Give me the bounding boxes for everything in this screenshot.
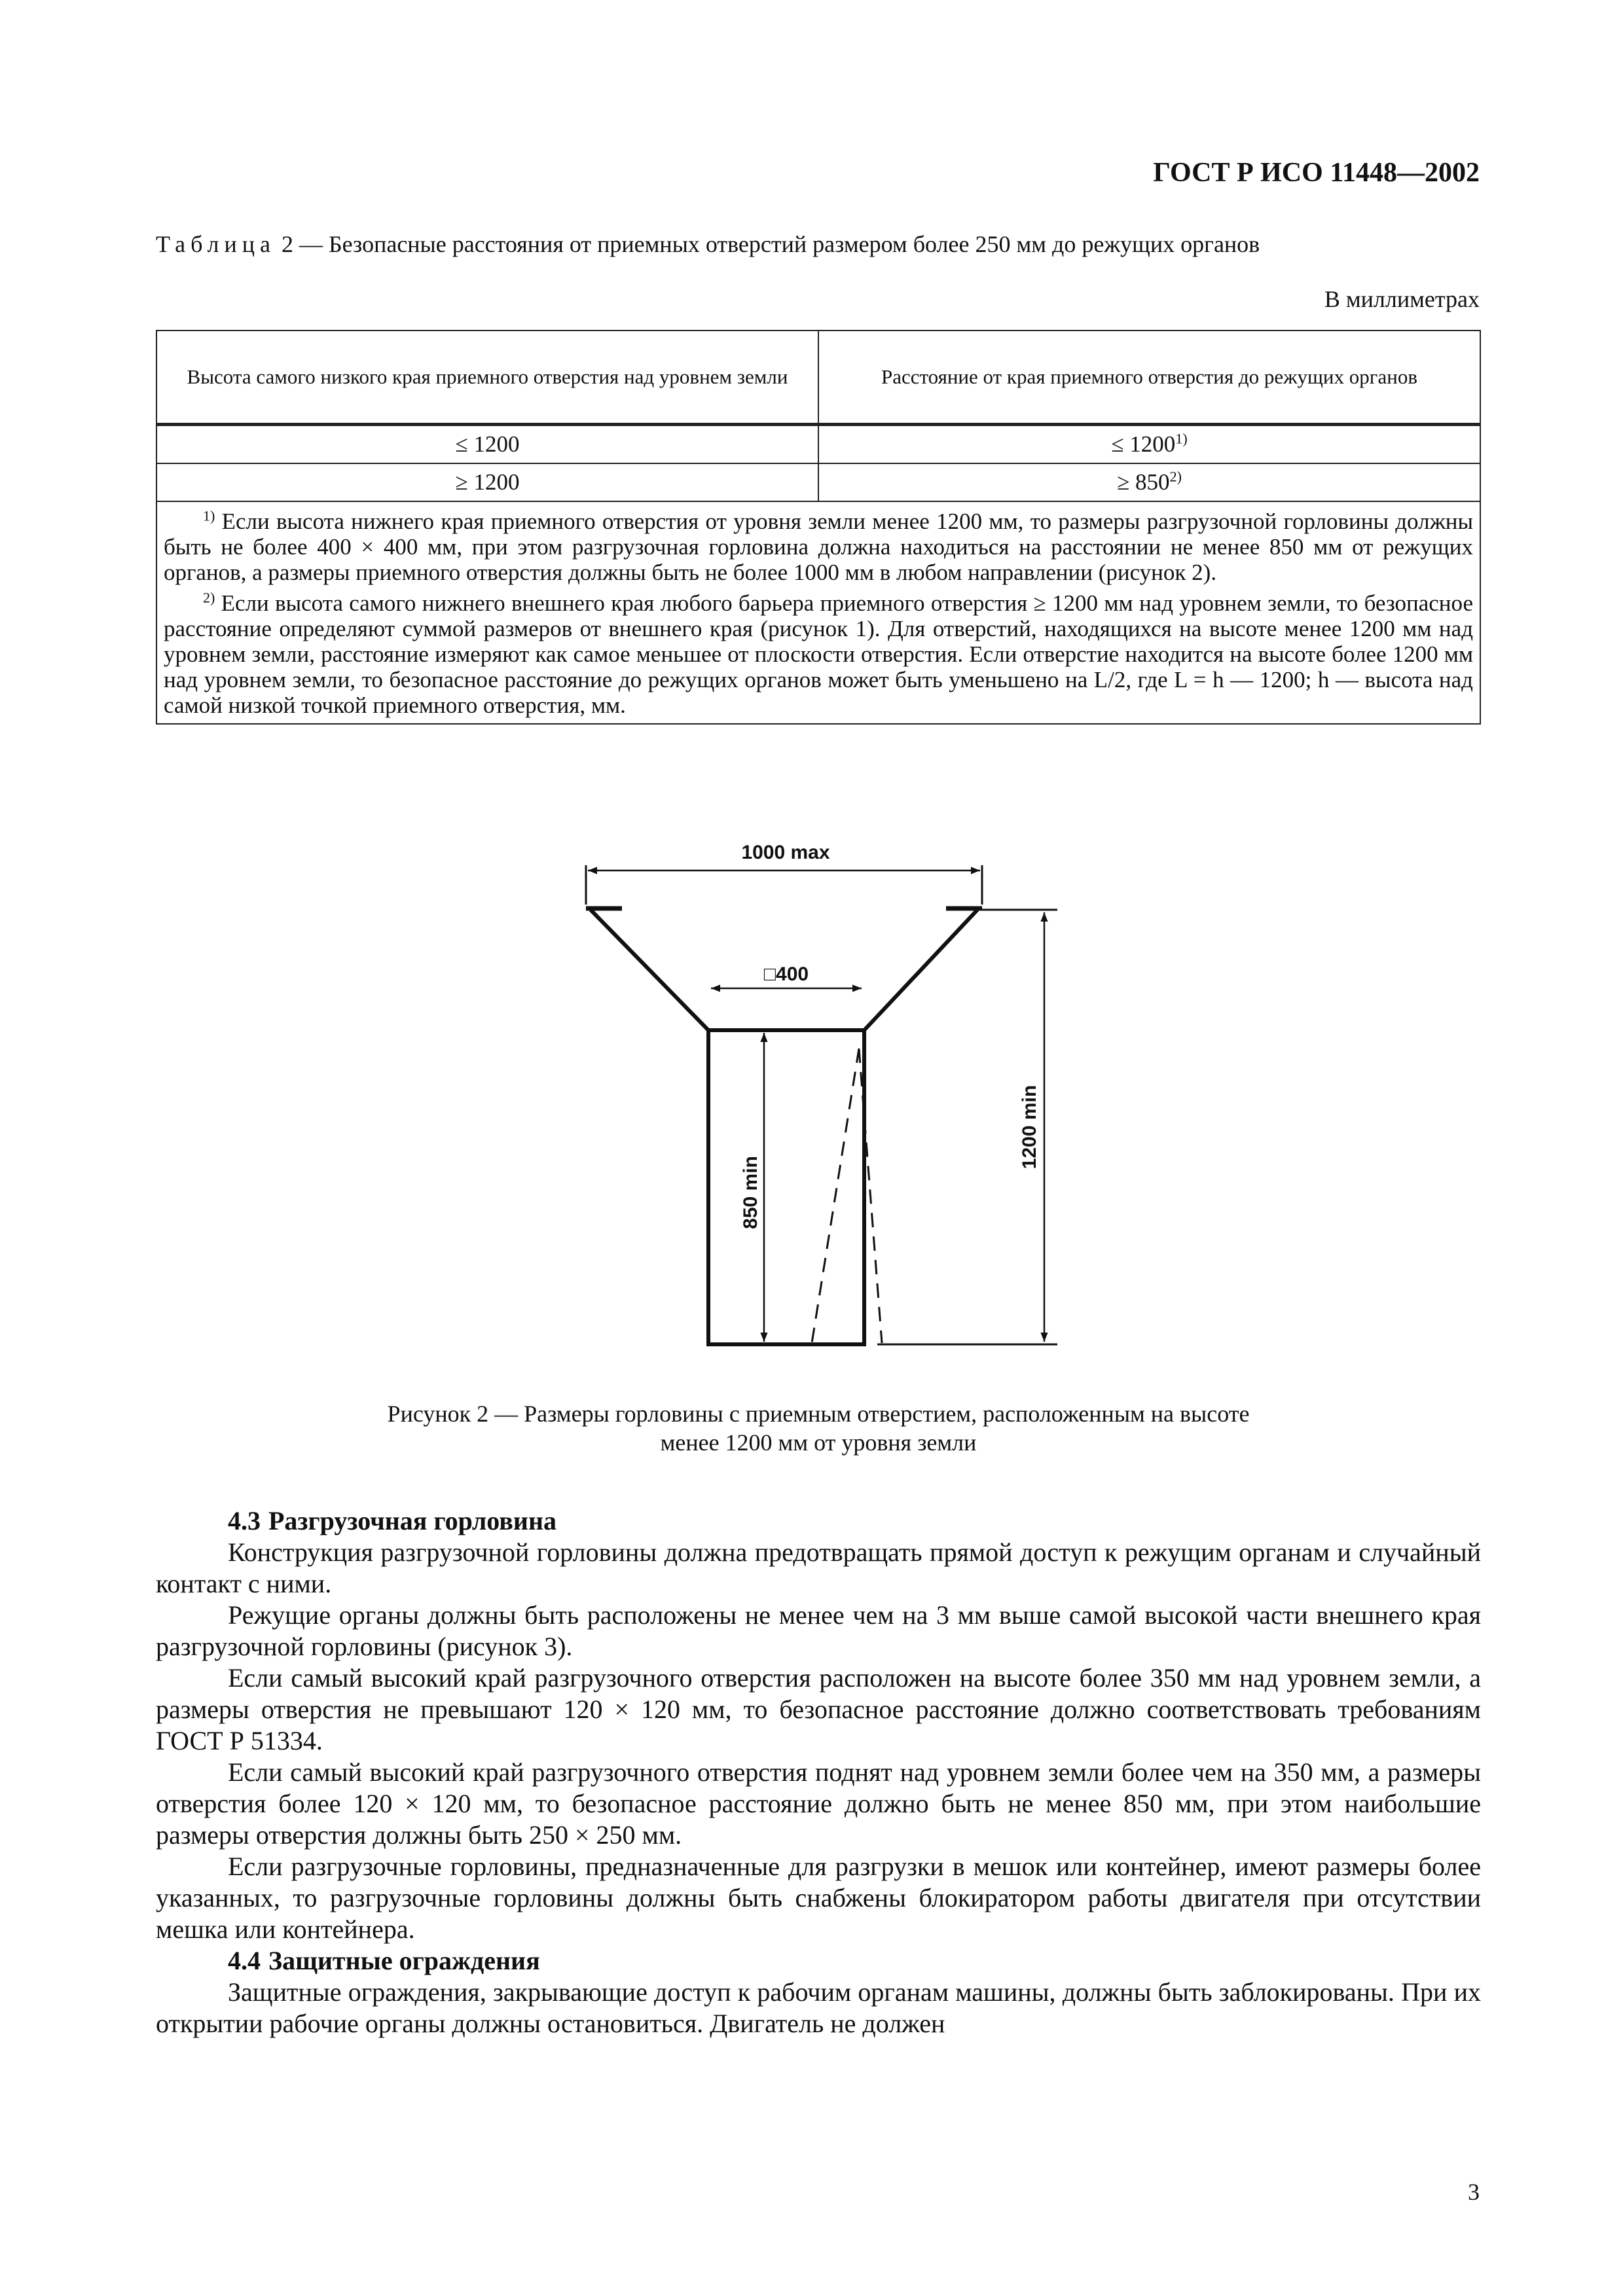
document-header: ГОСТ Р ИСО 11448—2002 — [1153, 158, 1480, 188]
label-1200-min: 1200 min — [1019, 1085, 1040, 1170]
column-header-height: Высота самого низкого края приемного отверстия над уровнем земли — [156, 331, 818, 425]
paragraph: Конструкция разгрузочной горловины должна предотвращать прямой доступ к режущим органам и случайный контакт с ними. — [156, 1537, 1481, 1598]
body-text — [156, 1505, 1481, 2039]
distance-value: ≥ 850 — [1117, 469, 1170, 495]
paragraph: Режущие органы должны быть расположены не менее чем на 3 мм выше самой высокой части внешнего края разгрузочной горловины (рисунок 3). — [156, 1600, 1481, 1661]
note-ref: 1) — [1175, 430, 1188, 447]
section-title: Защитные ограждения — [268, 1946, 540, 1975]
safety-distances-table — [156, 330, 1481, 725]
table-note — [164, 509, 1473, 585]
cell-height: ≤ 1200 — [156, 425, 818, 464]
note-text: Если высота нижнего края приемного отверстия от уровня земли менее 1200 мм, то размеры разгрузочной горловины должны быть не более 400 × 400 мм, при этом разгрузочная горловина должна находиться на расстоянии не менее 850 мм от режущих органов, а размеры приемного отверстия должны быть не более 1000 мм в любом направлении (рисунок 2). — [164, 509, 1473, 585]
table-caption-prefix: Таблица — [156, 231, 276, 257]
table-header-row — [156, 331, 1480, 425]
hopper-side-left — [591, 910, 708, 1030]
figure-caption — [156, 1399, 1481, 1457]
label-850-min: 850 min — [740, 1156, 761, 1229]
table-caption — [156, 230, 1485, 258]
paragraph: Если разгрузочные горловины, предназначенные для разгрузки в мешок или контейнер, имеют размеры более указанных, то разгрузочные горловины должны быть снабжены блокиратором работы двигателя при отсутствии мешка или контейнера. — [156, 1852, 1481, 1944]
paragraph: Если самый высокий край разгрузочного отверстия расположен на высоте более 350 мм над уровнем земли, а размеры отверстия не превышают 120 × 120 мм, то безопасное расстояние должно соответствовать требованиям ГОСТ Р 51334. — [156, 1663, 1481, 1755]
section-number: 4.3 — [228, 1506, 261, 1535]
discharge-chute — [708, 1030, 864, 1344]
table-notes-row — [156, 501, 1480, 724]
note-ref: 2) — [1169, 468, 1182, 485]
figure-caption-line1: Рисунок 2 — Размеры горловины с приемным отверстием, расположенным на высоте — [387, 1401, 1250, 1427]
label-throat-400: □400 — [763, 963, 809, 985]
cutting-zone-dash-left — [812, 1049, 859, 1343]
label-1000-max: 1000 max — [741, 842, 830, 863]
cell-distance — [818, 463, 1480, 501]
page-number: 3 — [1468, 2179, 1480, 2205]
hopper-side-right — [864, 910, 977, 1030]
cell-height: ≥ 1200 — [156, 463, 818, 501]
figure-caption-line2: менее 1200 мм от уровня земли — [660, 1429, 977, 1456]
table-row — [156, 463, 1480, 501]
note-mark: 1) — [203, 507, 215, 524]
hopper-dimension-drawing — [563, 826, 1061, 1350]
table-row — [156, 425, 1480, 464]
section-heading — [156, 1505, 1481, 1537]
distance-value: ≤ 1200 — [1111, 431, 1176, 457]
section-heading — [156, 1945, 1481, 1977]
table-units: В миллиметрах — [1324, 286, 1480, 312]
section-number: 4.4 — [228, 1946, 261, 1975]
column-header-distance: Расстояние от края приемного отверстия до режущих органов — [818, 331, 1480, 425]
paragraph: Если самый высокий край разгрузочного отверстия поднят над уровнем земли более чем на 350 мм, а размеры отверстия более 120 × 120 мм, то безопасное расстояние должно быть не менее 850 мм, при этом наибольшие размеры отверстия должны быть 250 × 250 мм. — [156, 1757, 1481, 1850]
cell-distance — [818, 425, 1480, 464]
table-notes — [156, 501, 1480, 724]
paragraph: Защитные ограждения, закрывающие доступ к рабочим органам машины, должны быть заблокированы. При их открытии рабочие органы должны остановиться. Двигатель не должен — [156, 1977, 1481, 2038]
table-note — [164, 590, 1473, 718]
table-caption-text: 2 — Безопасные расстояния от приемных отверстий размером более 250 мм до режущих органов — [275, 231, 1260, 257]
section-title: Разгрузочная горловина — [268, 1506, 556, 1535]
note-text: Если высота самого нижнего внешнего края любого барьера приемного отверстия ≥ 1200 мм над уровнем земли, то безопасное расстояние определяют суммой размеров от внешнего края (рисунок 1). Для отверстий, находящихся на высоте менее 1200 мм над уровнем земли, расстояние измеряют как самое меньшее от плоскости отверстия. Если отверстие находится на высоте более 1200 мм над уровнем земли, то безопасное расстояние до режущих органов может быть уменьшено на L/2, где L = h — 1200; h — высота над самой низкой точкой приемного отверстия, мм. — [164, 590, 1473, 718]
note-mark: 2) — [203, 589, 215, 606]
